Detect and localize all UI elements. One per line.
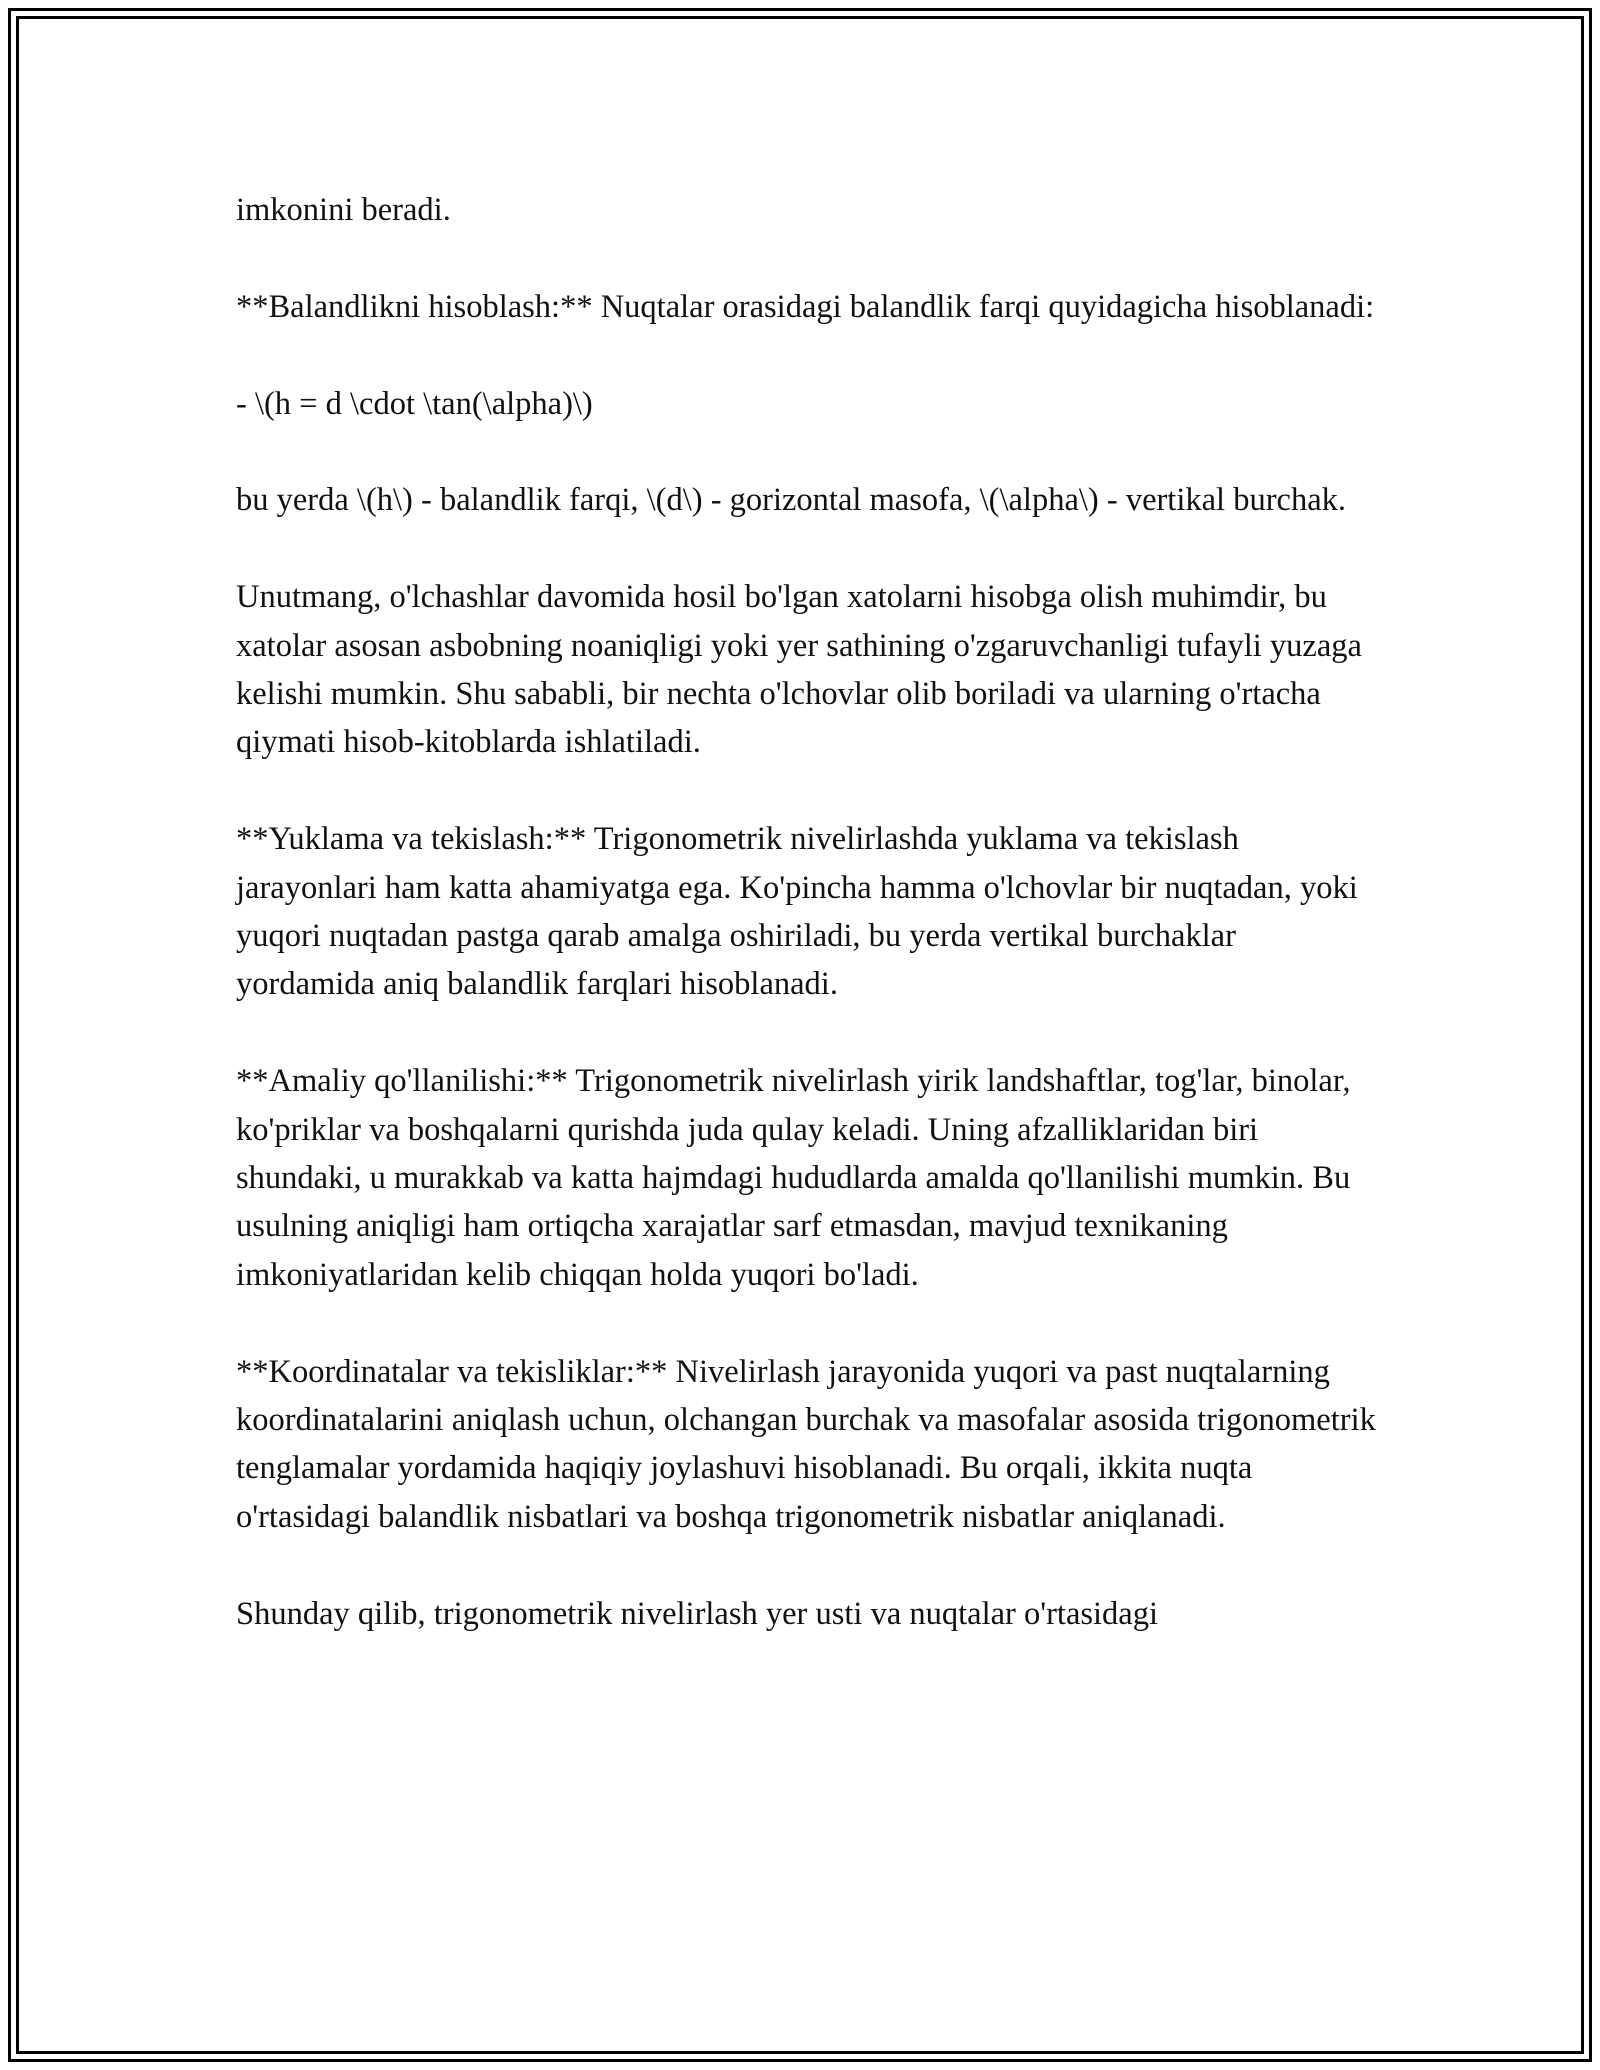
paragraph-measurement-errors: Unutmang, o'lchashlar davomida hosil bo'lgan xatolarni hisobga olish muhimdir, bu xatolar asosan asbobning noaniqligi yoki yer sathining o'zgaruvchanligi tufayli yuzaga kelishi mumkin. Shu sababli, bir nechta o'lchovlar olib boriladi va ularning o'rtacha qiymati hisob-kitoblarda ishlatiladi. bbox=[236, 579, 1362, 761]
document-body bbox=[236, 186, 1376, 1638]
paragraph-height-calculation: **Balandlikni hisoblash:** Nuqtalar orasidagi balandlik farqi quyidagicha hisoblanadi: bbox=[236, 288, 1375, 325]
paragraph-variable-definitions: bu yerda \(h\) - balandlik farqi, \(d\) - gorizontal masofa, \(\alpha\) - vertikal burchak. bbox=[236, 482, 1346, 519]
paragraph-practical-application: **Amaliy qo'llanilishi:** Trigonometrik nivelirlash yirik landshaftlar, tog'lar, binolar, ko'priklar va boshqalarni qurishda juda qulay keladi. Uning afzalliklaridan biri shundaki, u murakkab va katta hajmdagi hududlarda amalda qo'llanilishi mumkin. Bu usulning aniqligi ham ortiqcha xarajatlar sarf etmasdan, mavjud texnikaning imkoniyatlaridan kelib chiqqan holda yuqori bo'ladi. bbox=[236, 1063, 1351, 1293]
paragraph-conclusion: Shunday qilib, trigonometrik nivelirlash yer usti va nuqtalar o'rtasidagi bbox=[236, 1595, 1158, 1632]
formula-line: - \(h = d \cdot \tan(\alpha)\) bbox=[236, 385, 593, 422]
paragraph-continuation: imkonini beradi. bbox=[236, 192, 451, 228]
paragraph-loading-and-leveling: **Yuklama va tekislash:** Trigonometrik nivelirlashda yuklama va tekislash jarayonlari ham katta ahamiyatga ega. Ko'pincha hamma o'lchovlar bir nuqtadan, yoki yuqori nuqtadan pastga qarab amalga oshiriladi, bu yerda vertikal burchaklar yordamida aniq balandlik farqlari hisoblanadi. bbox=[236, 821, 1358, 1003]
paragraph-coordinates-and-planes: **Koordinatalar va tekisliklar:** Nivelirlash jarayonida yuqori va past nuqtalarning koordinatalarini aniqlash uchun, olchangan burchak va masofalar asosida trigonometrik tenglamalar yordamida haqiqiy joylashuvi hisoblanadi. Bu orqali, ikkita nuqta o'rtasidagi balandlik nisbatlari va boshqa trigonometrik nisbatlar aniqlanadi. bbox=[236, 1353, 1376, 1535]
